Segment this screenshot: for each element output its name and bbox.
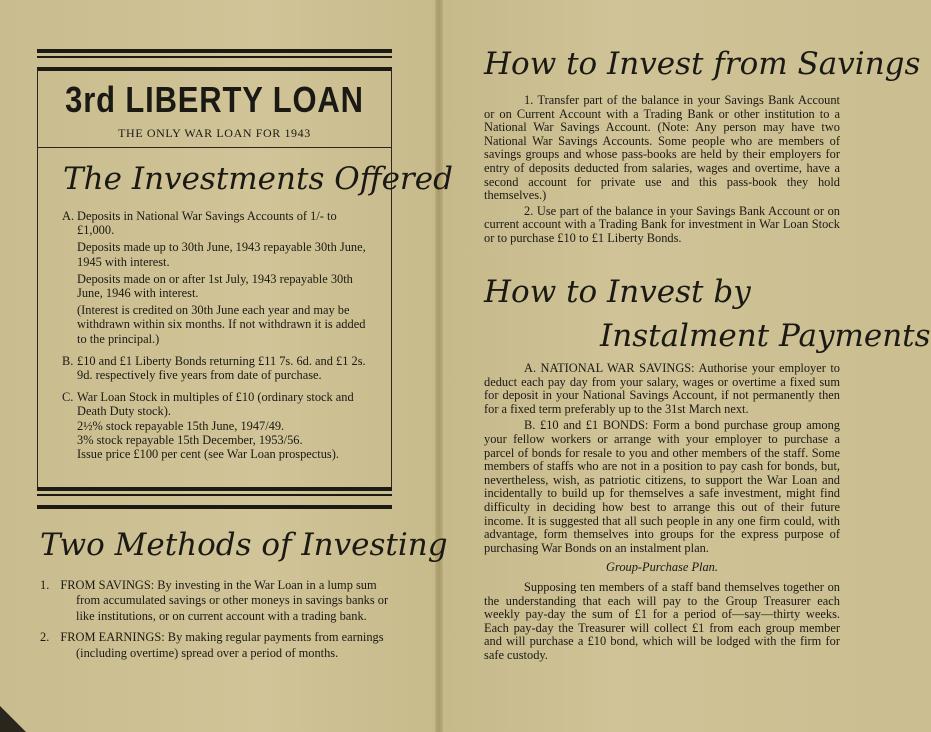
box-top-rule xyxy=(37,49,392,71)
methods-heading: Two Methods of Investing xyxy=(40,527,448,563)
item-text: War Loan Stock in multiples of £10 (ordinary stock and Death Duty stock). xyxy=(77,390,354,419)
item-text: £10 and £1 Liberty Bonds returning £11 7s. 6d. and £1 2s. 9d. respectively five years from date of purchase. xyxy=(77,353,366,383)
page-corner-shadow xyxy=(0,706,26,732)
item-label: C. xyxy=(62,390,74,405)
investment-item-b xyxy=(62,354,376,382)
liberty-loan-box xyxy=(37,49,453,509)
method-label: 1. xyxy=(40,578,50,592)
instalment-text xyxy=(484,362,840,662)
method-label: 2. xyxy=(40,630,50,645)
item-detail: Deposits made up to 30th June, 1943 repayable 30th June, 1945 with interest. xyxy=(77,240,366,269)
item-detail: Issue price £100 per cent (see War Loan prospectus). xyxy=(77,447,339,462)
methods-list xyxy=(40,578,396,667)
investments-heading: The Investments Offered xyxy=(63,161,453,197)
item-label: A. xyxy=(62,209,75,223)
savings-heading: How to Invest from Savings xyxy=(484,46,921,82)
savings-paragraph: 1. Transfer part of the balance in your Savings Bank Account or on Current Account with a Trading Bank or other institution to a National War Savings Account. (Note: Any person may have two National War Savings Accounts. Some people who are members of savings groups and whose pass-books are held by their employers for entry of deposits deducted from salaries, wages and overtime, have a second account for private use and this pass-book they hold themselves.) xyxy=(484,93,840,203)
method-item-savings xyxy=(40,578,396,624)
box-bottom-rule xyxy=(37,487,392,509)
method-text: FROM EARNINGS: By making regular payments from earnings (including overtime) spread over a period of months. xyxy=(60,630,384,660)
savings-text xyxy=(484,94,840,246)
instalment-paragraph: B. £10 and £1 BONDS: Form a bond purchase group among your fellow workers or arrange with your employer to purchase a parcel of bonds for resale to you and other members of the staff. Some members of staffs who are not in a position to pay cash for bonds, but, nevertheless, wish, as patriotic citizens, to support the War Loan and incidentally to build up for themselves a safe investment, might find difficulty in deciding how best to arrange this out of their future income. It is suggested that all such people in any one firm could, with advantage, form themselves into groups for the express purpose of purchasing War Bonds on an instalment plan. xyxy=(484,418,840,555)
investment-item-a xyxy=(62,209,376,346)
item-detail: Deposits made on or after 1st July, 1943 repayable 30th June, 1946 with interest. xyxy=(77,271,353,301)
method-text: FROM SAVINGS: By investing in the War Loan in a lump sum from accumulated savings or other moneys in savings banks or like institutions, or on current account with a trading bank. xyxy=(60,578,389,623)
investments-list xyxy=(62,209,376,461)
instalment-heading-line1: How to Invest by xyxy=(484,274,751,310)
page-fold xyxy=(435,0,443,732)
item-detail: 3% stock repayable 15th December, 1953/56. xyxy=(77,432,303,447)
savings-paragraph: 2. Use part of the balance in your Savings Bank Account or on current account with a Trading Bank for investment in War Loan Stock or to purchase £10 to £1 Liberty Bonds. xyxy=(484,203,840,245)
loan-title: 3rd LIBERTY LOAN xyxy=(65,79,364,120)
group-purchase-paragraph: Supposing ten members of a staff band themselves together on the understanding that each will pay to the Group Treasurer each weekly pay-day the sum of £1 for a period of—say—thirty weeks. Each pay-day the Treasurer will collect £1 from each group member and will purchase a £10 bond, which will be lodged with the firm for safe custody. xyxy=(484,579,840,662)
item-text: Deposits in National War Savings Accounts of 1/- to £1,000. xyxy=(77,209,337,238)
title-divider xyxy=(37,147,392,148)
item-detail: (Interest is credited on 30th June each year and may be withdrawn within six months. If not withdrawn it is added to the principal.) xyxy=(77,303,366,346)
group-purchase-subheading: Group-Purchase Plan. xyxy=(606,560,718,575)
item-detail: 2½% stock repayable 15th June, 1947/49. xyxy=(77,418,285,433)
investment-item-c xyxy=(62,390,376,461)
instalment-heading-line2: Instalment Payments xyxy=(600,318,931,354)
loan-subtitle: THE ONLY WAR LOAN FOR 1943 xyxy=(118,126,311,140)
instalment-paragraph: A. NATIONAL WAR SAVINGS: Authorise your employer to deduct each pay day from your salary, wages or overtime a fixed sum for deposit in your National Savings Account, if not permanently then for a fixed term preferably up to the 31st March next. xyxy=(484,361,840,416)
item-label: B. xyxy=(62,353,74,368)
method-item-earnings xyxy=(40,630,396,661)
